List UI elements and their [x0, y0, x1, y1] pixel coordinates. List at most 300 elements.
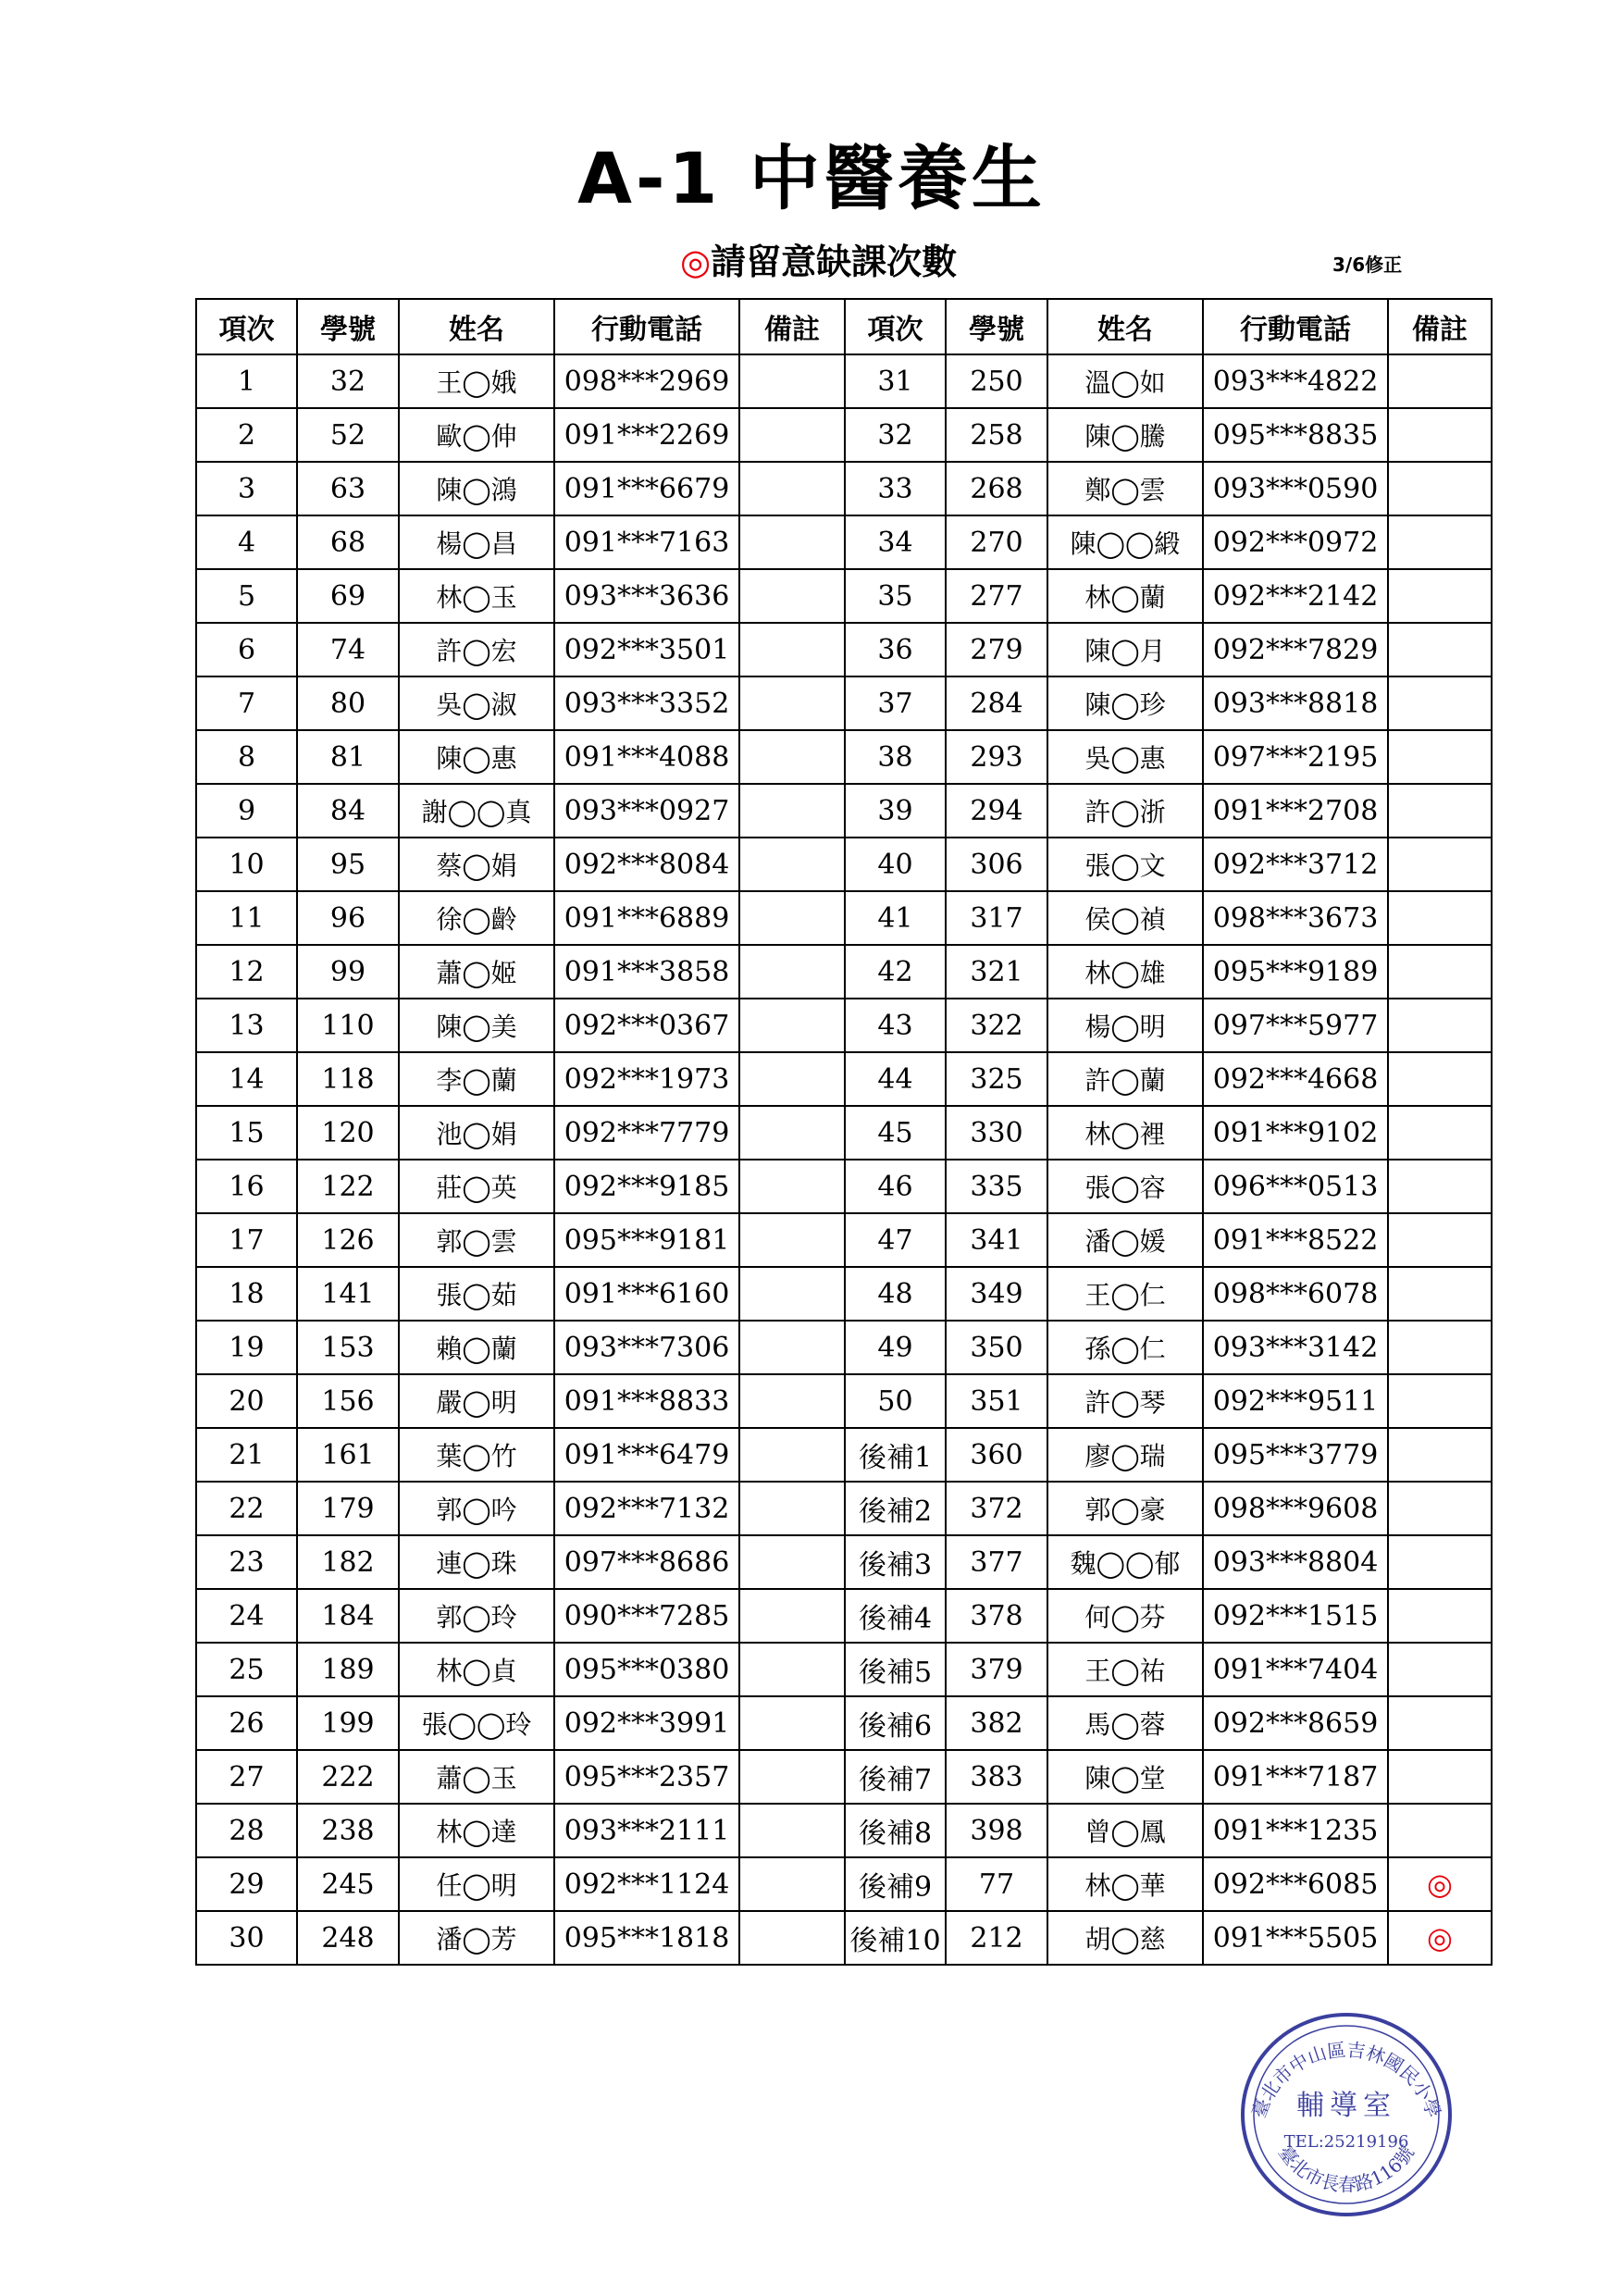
item-number-cell: 43 — [845, 999, 946, 1052]
note-cell — [739, 1482, 845, 1535]
note-cell — [1388, 354, 1492, 408]
name-cell: 林◯玉 — [399, 569, 554, 623]
table-row — [196, 838, 1492, 891]
student-id-cell: 294 — [946, 784, 1047, 838]
mobile-phone-cell: 093***3142 — [1203, 1321, 1388, 1374]
table-row — [196, 1267, 1492, 1321]
mobile-phone-cell: 092***8084 — [554, 838, 739, 891]
mobile-phone-cell: 093***4822 — [1203, 354, 1388, 408]
name-cell: 陳◯珍 — [1047, 676, 1203, 730]
item-number-cell: 38 — [845, 730, 946, 784]
item-number-cell: 後補1 — [845, 1428, 946, 1482]
mobile-phone-cell: 095***8835 — [1203, 408, 1388, 462]
mobile-phone-cell: 098***9608 — [1203, 1482, 1388, 1535]
mobile-phone-cell: 091***2708 — [1203, 784, 1388, 838]
item-number-cell: 47 — [845, 1213, 946, 1267]
mobile-phone-cell: 091***6679 — [554, 462, 739, 515]
item-number-cell: 33 — [845, 462, 946, 515]
student-id-cell: 378 — [946, 1589, 1047, 1643]
item-number-cell: 25 — [196, 1643, 297, 1696]
table-row — [196, 1052, 1492, 1106]
item-number-cell: 後補8 — [845, 1804, 946, 1857]
mobile-phone-cell: 091***1235 — [1203, 1804, 1388, 1857]
item-number-cell: 6 — [196, 623, 297, 676]
item-number-cell: 27 — [196, 1750, 297, 1804]
note-cell — [1388, 1643, 1492, 1696]
note-cell — [739, 354, 845, 408]
mobile-phone-cell: 093***2111 — [554, 1804, 739, 1857]
student-id-cell: 248 — [297, 1911, 399, 1965]
mobile-phone-cell: 091***2269 — [554, 408, 739, 462]
name-cell: 蔡◯娟 — [399, 838, 554, 891]
table-row — [196, 1643, 1492, 1696]
item-number-cell: 5 — [196, 569, 297, 623]
student-id-cell: 199 — [297, 1696, 399, 1750]
note-cell — [739, 999, 845, 1052]
table-row — [196, 1321, 1492, 1374]
note-cell — [739, 1321, 845, 1374]
item-number-cell: 後補5 — [845, 1643, 946, 1696]
mobile-phone-cell: 097***8686 — [554, 1535, 739, 1589]
name-cell: 任◯明 — [399, 1857, 554, 1911]
name-cell: 吳◯淑 — [399, 676, 554, 730]
item-number-cell: 後補4 — [845, 1589, 946, 1643]
mobile-phone-cell: 092***2142 — [1203, 569, 1388, 623]
note-cell — [739, 408, 845, 462]
name-cell: 嚴◯明 — [399, 1374, 554, 1428]
column-header: 行動電話 — [554, 299, 739, 354]
name-cell: 陳◯惠 — [399, 730, 554, 784]
table-row — [196, 408, 1492, 462]
note-cell — [1388, 462, 1492, 515]
mobile-phone-cell: 092***7779 — [554, 1106, 739, 1160]
mobile-phone-cell: 091***8522 — [1203, 1213, 1388, 1267]
name-cell: 林◯蘭 — [1047, 569, 1203, 623]
column-header: 項次 — [196, 299, 297, 354]
name-cell: 王◯仁 — [1047, 1267, 1203, 1321]
mobile-phone-cell: 091***7187 — [1203, 1750, 1388, 1804]
table-header-row — [196, 299, 1492, 354]
student-id-cell: 351 — [946, 1374, 1047, 1428]
mobile-phone-cell: 091***6160 — [554, 1267, 739, 1321]
item-number-cell: 18 — [196, 1267, 297, 1321]
student-id-cell: 317 — [946, 891, 1047, 945]
table-row — [196, 569, 1492, 623]
student-id-cell: 96 — [297, 891, 399, 945]
student-id-cell: 81 — [297, 730, 399, 784]
student-id-cell: 122 — [297, 1160, 399, 1213]
student-id-cell: 179 — [297, 1482, 399, 1535]
name-cell: 張◯◯玲 — [399, 1696, 554, 1750]
item-number-cell: 36 — [845, 623, 946, 676]
name-cell: 張◯茹 — [399, 1267, 554, 1321]
note-cell — [739, 1213, 845, 1267]
student-id-cell: 77 — [946, 1857, 1047, 1911]
table-row — [196, 354, 1492, 408]
table-row — [196, 1804, 1492, 1857]
name-cell: 許◯宏 — [399, 623, 554, 676]
mobile-phone-cell: 093***3352 — [554, 676, 739, 730]
item-number-cell: 37 — [845, 676, 946, 730]
double-circle-icon: ◎ — [680, 242, 712, 282]
note-cell — [739, 1750, 845, 1804]
student-id-cell: 398 — [946, 1804, 1047, 1857]
note-cell — [1388, 1321, 1492, 1374]
item-number-cell: 15 — [196, 1106, 297, 1160]
table-row — [196, 515, 1492, 569]
attendance-notice — [680, 233, 957, 284]
name-cell: 池◯娟 — [399, 1106, 554, 1160]
mobile-phone-cell: 092***0972 — [1203, 515, 1388, 569]
mobile-phone-cell: 095***9189 — [1203, 945, 1388, 999]
student-id-cell: 32 — [297, 354, 399, 408]
name-cell: 林◯華 — [1047, 1857, 1203, 1911]
mobile-phone-cell: 095***1818 — [554, 1911, 739, 1965]
name-cell: 郭◯雲 — [399, 1213, 554, 1267]
name-cell: 曾◯鳳 — [1047, 1804, 1203, 1857]
name-cell: 謝◯◯真 — [399, 784, 554, 838]
name-cell: 莊◯英 — [399, 1160, 554, 1213]
table-row — [196, 891, 1492, 945]
mobile-phone-cell: 092***7829 — [1203, 623, 1388, 676]
student-id-cell: 350 — [946, 1321, 1047, 1374]
student-id-cell: 321 — [946, 945, 1047, 999]
mobile-phone-cell: 091***3858 — [554, 945, 739, 999]
student-id-cell: 330 — [946, 1106, 1047, 1160]
student-id-cell: 110 — [297, 999, 399, 1052]
note-cell — [739, 1857, 845, 1911]
mobile-phone-cell: 093***8818 — [1203, 676, 1388, 730]
item-number-cell: 28 — [196, 1804, 297, 1857]
name-cell: 陳◯鴻 — [399, 462, 554, 515]
student-id-cell: 377 — [946, 1535, 1047, 1589]
name-cell: 許◯琴 — [1047, 1374, 1203, 1428]
name-cell: 侯◯禎 — [1047, 891, 1203, 945]
name-cell: 潘◯媛 — [1047, 1213, 1203, 1267]
item-number-cell: 2 — [196, 408, 297, 462]
name-cell: 許◯浙 — [1047, 784, 1203, 838]
student-id-cell: 153 — [297, 1321, 399, 1374]
table-body — [196, 354, 1492, 1965]
student-id-cell: 349 — [946, 1267, 1047, 1321]
note-cell — [739, 1643, 845, 1696]
table-row — [196, 1374, 1492, 1428]
table-row — [196, 1160, 1492, 1213]
item-number-cell: 35 — [845, 569, 946, 623]
table-row — [196, 945, 1492, 999]
note-cell — [1388, 1804, 1492, 1857]
mobile-phone-cell: 091***5505 — [1203, 1911, 1388, 1965]
student-id-cell: 284 — [946, 676, 1047, 730]
student-id-cell: 222 — [297, 1750, 399, 1804]
table-row — [196, 1696, 1492, 1750]
name-cell: 蕭◯姬 — [399, 945, 554, 999]
item-number-cell: 40 — [845, 838, 946, 891]
student-id-cell: 360 — [946, 1428, 1047, 1482]
item-number-cell: 1 — [196, 354, 297, 408]
item-number-cell: 後補6 — [845, 1696, 946, 1750]
name-cell: 王◯娥 — [399, 354, 554, 408]
note-cell — [1388, 999, 1492, 1052]
note-cell — [1388, 1589, 1492, 1643]
mobile-phone-cell: 095***3779 — [1203, 1428, 1388, 1482]
student-id-cell: 80 — [297, 676, 399, 730]
mobile-phone-cell: 091***9102 — [1203, 1106, 1388, 1160]
item-number-cell: 後補7 — [845, 1750, 946, 1804]
item-number-cell: 16 — [196, 1160, 297, 1213]
mobile-phone-cell: 093***3636 — [554, 569, 739, 623]
note-cell — [739, 1052, 845, 1106]
student-id-cell: 245 — [297, 1857, 399, 1911]
school-seal — [1235, 2004, 1457, 2226]
note-cell — [739, 1267, 845, 1321]
table-row — [196, 1213, 1492, 1267]
name-cell: 陳◯月 — [1047, 623, 1203, 676]
table-row — [196, 1589, 1492, 1643]
column-header: 姓名 — [1047, 299, 1203, 354]
student-id-cell: 184 — [297, 1589, 399, 1643]
item-number-cell: 46 — [845, 1160, 946, 1213]
student-id-cell: 372 — [946, 1482, 1047, 1535]
item-number-cell: 42 — [845, 945, 946, 999]
mobile-phone-cell: 093***7306 — [554, 1321, 739, 1374]
student-id-cell: 258 — [946, 408, 1047, 462]
table-row — [196, 1911, 1492, 1965]
mobile-phone-cell: 092***1515 — [1203, 1589, 1388, 1643]
note-cell — [739, 730, 845, 784]
student-id-cell: 69 — [297, 569, 399, 623]
note-cell — [739, 1535, 845, 1589]
name-cell: 歐◯伸 — [399, 408, 554, 462]
student-id-cell: 156 — [297, 1374, 399, 1428]
name-cell: 郭◯玲 — [399, 1589, 554, 1643]
student-id-cell: 277 — [946, 569, 1047, 623]
name-cell: 陳◯◯緞 — [1047, 515, 1203, 569]
student-id-cell: 120 — [297, 1106, 399, 1160]
name-cell: 郭◯豪 — [1047, 1482, 1203, 1535]
mobile-phone-cell: 092***7132 — [554, 1482, 739, 1535]
note-cell — [1388, 1374, 1492, 1428]
seal-bottom-text: 臺北市長春路116號 — [1273, 2141, 1419, 2196]
name-cell: 吳◯惠 — [1047, 730, 1203, 784]
mobile-phone-cell: 096***0513 — [1203, 1160, 1388, 1213]
item-number-cell: 30 — [196, 1911, 297, 1965]
item-number-cell: 12 — [196, 945, 297, 999]
name-cell: 陳◯美 — [399, 999, 554, 1052]
mobile-phone-cell: 092***1973 — [554, 1052, 739, 1106]
mobile-phone-cell: 095***2357 — [554, 1750, 739, 1804]
note-cell — [1388, 569, 1492, 623]
column-header: 學號 — [946, 299, 1047, 354]
column-header: 項次 — [845, 299, 946, 354]
mobile-phone-cell: 095***0380 — [554, 1643, 739, 1696]
item-number-cell: 49 — [845, 1321, 946, 1374]
note-cell — [1388, 891, 1492, 945]
table-row — [196, 462, 1492, 515]
mobile-phone-cell: 091***6479 — [554, 1428, 739, 1482]
student-id-cell: 74 — [297, 623, 399, 676]
name-cell: 胡◯慈 — [1047, 1911, 1203, 1965]
item-number-cell: 後補2 — [845, 1482, 946, 1535]
note-cell — [739, 1160, 845, 1213]
mobile-phone-cell: 091***7404 — [1203, 1643, 1388, 1696]
note-cell — [1388, 1482, 1492, 1535]
name-cell: 林◯雄 — [1047, 945, 1203, 999]
note-cell — [1388, 784, 1492, 838]
student-id-cell: 322 — [946, 999, 1047, 1052]
mobile-phone-cell: 098***3673 — [1203, 891, 1388, 945]
name-cell: 葉◯竹 — [399, 1428, 554, 1482]
note-cell — [1388, 1160, 1492, 1213]
student-id-cell: 118 — [297, 1052, 399, 1106]
name-cell: 林◯裡 — [1047, 1106, 1203, 1160]
item-number-cell: 3 — [196, 462, 297, 515]
item-number-cell: 22 — [196, 1482, 297, 1535]
mobile-phone-cell: 092***4668 — [1203, 1052, 1388, 1106]
student-id-cell: 52 — [297, 408, 399, 462]
mobile-phone-cell: 091***4088 — [554, 730, 739, 784]
note-cell — [1388, 1535, 1492, 1589]
student-id-cell: 68 — [297, 515, 399, 569]
item-number-cell: 50 — [845, 1374, 946, 1428]
mobile-phone-cell: 092***3991 — [554, 1696, 739, 1750]
revision-note: 3/6修正 — [1332, 254, 1403, 276]
mobile-phone-cell: 097***5977 — [1203, 999, 1388, 1052]
student-id-cell: 279 — [946, 623, 1047, 676]
student-id-cell: 325 — [946, 1052, 1047, 1106]
mobile-phone-cell: 093***0590 — [1203, 462, 1388, 515]
student-roster-table — [195, 298, 1493, 1966]
note-cell — [1388, 676, 1492, 730]
mobile-phone-cell: 091***6889 — [554, 891, 739, 945]
note-cell — [739, 784, 845, 838]
student-id-cell: 141 — [297, 1267, 399, 1321]
student-id-cell: 293 — [946, 730, 1047, 784]
note-cell — [739, 623, 845, 676]
table-row — [196, 623, 1492, 676]
note-cell — [1388, 408, 1492, 462]
table-row — [196, 676, 1492, 730]
mobile-phone-cell: 092***8659 — [1203, 1696, 1388, 1750]
table-row — [196, 1857, 1492, 1911]
note-cell — [1388, 1213, 1492, 1267]
note-cell — [739, 1374, 845, 1428]
note-cell — [1388, 945, 1492, 999]
note-cell — [1388, 1052, 1492, 1106]
table-row — [196, 1106, 1492, 1160]
column-header: 備註 — [739, 299, 845, 354]
name-cell: 潘◯芳 — [399, 1911, 554, 1965]
name-cell: 溫◯如 — [1047, 354, 1203, 408]
student-id-cell: 268 — [946, 462, 1047, 515]
name-cell: 魏◯◯郁 — [1047, 1535, 1203, 1589]
note-cell — [1388, 1106, 1492, 1160]
name-cell: 賴◯蘭 — [399, 1321, 554, 1374]
item-number-cell: 後補10 — [845, 1911, 946, 1965]
column-header: 行動電話 — [1203, 299, 1388, 354]
page-title: A-1 中醫養生 — [577, 137, 1046, 219]
note-cell — [1388, 1267, 1492, 1321]
column-header: 學號 — [297, 299, 399, 354]
item-number-cell: 41 — [845, 891, 946, 945]
mobile-phone-cell: 092***3501 — [554, 623, 739, 676]
note-cell — [1388, 1428, 1492, 1482]
note-cell: ◎ — [1388, 1911, 1492, 1965]
name-cell: 王◯祐 — [1047, 1643, 1203, 1696]
mobile-phone-cell: 090***7285 — [554, 1589, 739, 1643]
mobile-phone-cell: 093***8804 — [1203, 1535, 1388, 1589]
note-cell — [739, 838, 845, 891]
item-number-cell: 48 — [845, 1267, 946, 1321]
item-number-cell: 9 — [196, 784, 297, 838]
item-number-cell: 29 — [196, 1857, 297, 1911]
name-cell: 張◯文 — [1047, 838, 1203, 891]
table-row — [196, 730, 1492, 784]
item-number-cell: 34 — [845, 515, 946, 569]
student-id-cell: 383 — [946, 1750, 1047, 1804]
name-cell: 馬◯蓉 — [1047, 1696, 1203, 1750]
item-number-cell: 26 — [196, 1696, 297, 1750]
student-id-cell: 212 — [946, 1911, 1047, 1965]
note-cell — [739, 515, 845, 569]
note-cell — [739, 891, 845, 945]
note-cell — [739, 1589, 845, 1643]
note-cell — [1388, 623, 1492, 676]
note-cell — [739, 1911, 845, 1965]
name-cell: 陳◯騰 — [1047, 408, 1203, 462]
item-number-cell: 11 — [196, 891, 297, 945]
note-cell — [739, 1696, 845, 1750]
note-cell — [1388, 838, 1492, 891]
item-number-cell: 39 — [845, 784, 946, 838]
note-cell — [739, 676, 845, 730]
item-number-cell: 8 — [196, 730, 297, 784]
note-cell: ◎ — [1388, 1857, 1492, 1911]
student-id-cell: 189 — [297, 1643, 399, 1696]
mobile-phone-cell: 093***0927 — [554, 784, 739, 838]
note-cell — [1388, 730, 1492, 784]
mobile-phone-cell: 092***1124 — [554, 1857, 739, 1911]
seal-center-text: 輔導室 — [1296, 2090, 1396, 2122]
note-cell — [739, 462, 845, 515]
student-id-cell: 379 — [946, 1643, 1047, 1696]
name-cell: 楊◯昌 — [399, 515, 554, 569]
student-id-cell: 341 — [946, 1213, 1047, 1267]
notice-text: 請留意缺課次數 — [711, 242, 958, 282]
name-cell: 許◯蘭 — [1047, 1052, 1203, 1106]
table-row — [196, 1482, 1492, 1535]
mobile-phone-cell: 092***0367 — [554, 999, 739, 1052]
name-cell: 何◯芬 — [1047, 1589, 1203, 1643]
item-number-cell: 17 — [196, 1213, 297, 1267]
mobile-phone-cell: 095***9181 — [554, 1213, 739, 1267]
note-cell — [739, 1106, 845, 1160]
item-number-cell: 23 — [196, 1535, 297, 1589]
seal-top-text: 臺北市中山區吉林國民小學 — [1247, 2038, 1445, 2121]
table-row — [196, 1750, 1492, 1804]
note-cell — [739, 1804, 845, 1857]
item-number-cell: 21 — [196, 1428, 297, 1482]
item-number-cell: 19 — [196, 1321, 297, 1374]
name-cell: 蕭◯玉 — [399, 1750, 554, 1804]
item-number-cell: 4 — [196, 515, 297, 569]
name-cell: 李◯蘭 — [399, 1052, 554, 1106]
name-cell: 廖◯瑞 — [1047, 1428, 1203, 1482]
item-number-cell: 後補9 — [845, 1857, 946, 1911]
name-cell: 連◯珠 — [399, 1535, 554, 1589]
mobile-phone-cell: 092***6085 — [1203, 1857, 1388, 1911]
mobile-phone-cell: 091***7163 — [554, 515, 739, 569]
